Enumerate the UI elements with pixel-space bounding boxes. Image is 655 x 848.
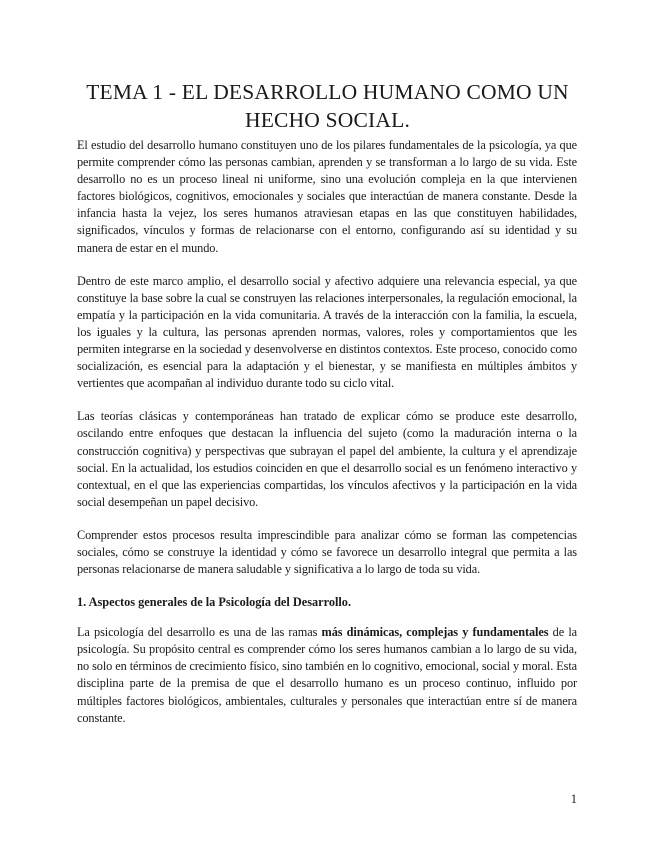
paragraph-understanding: Comprender estos procesos resulta imprescindible para analizar cómo se forman las competencias sociales, cómo se construye la identidad y cómo se favorece un desarrollo integral que permita a las personas relacionarse de manera saludable y significativa a lo largo de toda su vida. <box>77 527 577 577</box>
paragraph-intro: El estudio del desarrollo humano constituyen uno de los pilares fundamentales de la psicología, ya que permite comprender cómo las personas cambian, aprenden y se transforman a lo largo de su vida. Este desarrollo no es un proceso lineal ni uniforme, sino una evolución compleja en la que intervienen factores biológicos, cognitivos, emocionales y sociales que interactúan de manera constante. Desde la infancia hasta la vejez, los seres humanos atraviesan etapas en las que constituyen habilidades, significados, vínculos y formas de relacionarse con el entorno, configurando así su identidad y su manera de estar en el mundo. <box>77 138 577 255</box>
paragraph-section-1 <box>77 624 577 727</box>
paragraph-theories: Las teorías clásicas y contemporáneas han tratado de explicar cómo se produce este desarrollo, oscilando entre enfoques que destacan la influencia del sujeto (como la maduración interna o la construcción cognitiva) y perspectivas que subrayan el papel del ambiente, la cultura y el aprendizaje social. En la actualidad, los estudios coinciden en que el desarrollo social es un fenómeno interactivo y contextual, en el que las experiencias compartidas, los vínculos afectivos y la participación en la vida social desempeñan un papel decisivo. <box>77 409 577 509</box>
paragraph-social-affective: Dentro de este marco amplio, el desarrollo social y afectivo adquiere una relevancia especial, ya que constituye la base sobre la cual se construyen las relaciones interpersonales, la regulación emocional, la empatía y la participación en la vida comunitaria. A través de la interacción con la familia, la escuela, los iguales y la cultura, las personas aprenden normas, valores, roles y comportamientos que les permiten integrarse en la sociedad y desenvolverse en distintos contextos. Este proceso, conocido como socialización, es esencial para la adaptación y el bienestar, y se manifiesta en múltiples ámbitos y vertientes que acompañan al individuo durante todo su ciclo vital. <box>77 273 577 391</box>
paragraph-bold-phrase: más dinámicas, complejas y fundamentales <box>321 625 549 640</box>
document-body <box>77 137 577 743</box>
paragraph-text-before-bold: La psicología del desarrollo es una de las ramas <box>77 625 322 640</box>
paragraph-text-after-bold: de la psicología. Su propósito central es comprender cómo los seres humanos cambian a lo largo de su vida, no solo en términos de crecimiento físico, sino también en lo cognitivo, emocional, social y moral. Esta disciplina parte de la premisa de que el desarrollo humano es un proceso continuo, influido por múltiples factores biológicos, ambientales, culturales y personales que interactúan entre sí de manera constante. <box>77 625 577 725</box>
section-heading: 1. Aspectos generales de la Psicología del Desarrollo. <box>77 595 352 610</box>
page-number: 1 <box>570 792 577 806</box>
page-title: TEMA 1 - EL DESARROLLO HUMANO COMO UN HECHO SOCIAL. <box>86 80 569 132</box>
